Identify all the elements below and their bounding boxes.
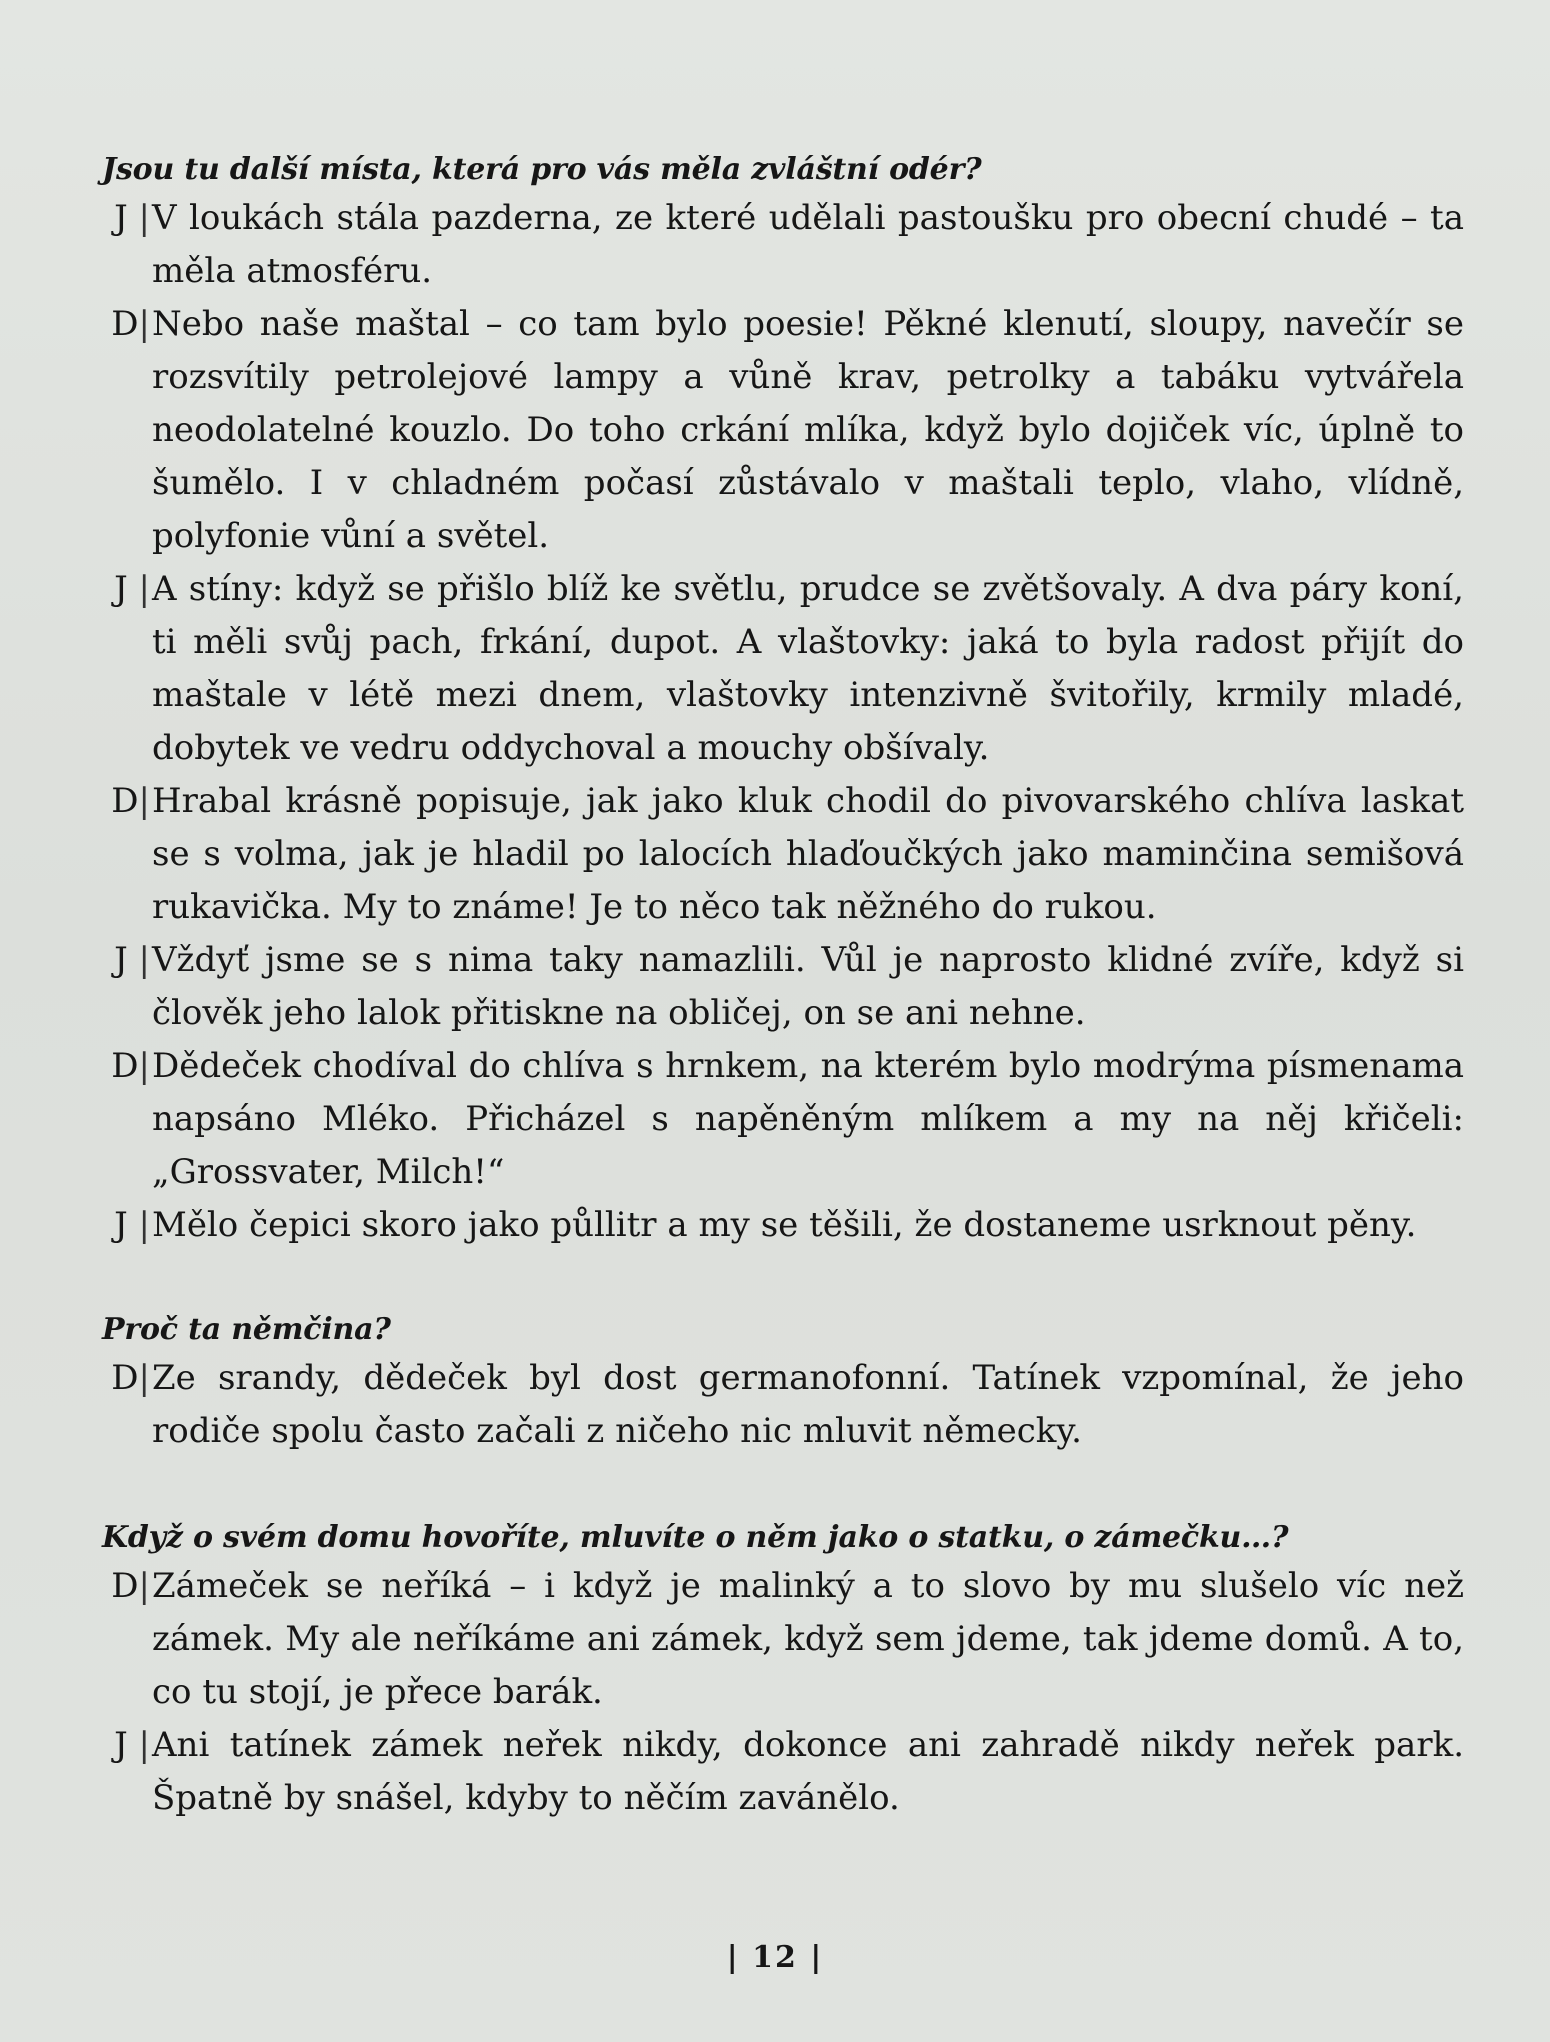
dialogue-entry [90, 298, 1470, 563]
speaker-label: J | [114, 940, 150, 980]
dialogue-entry [90, 1719, 1470, 1825]
speaker-label: J | [114, 198, 150, 238]
dialogue-text: Vždyť jsme se s nima taky namazlili. Vůl je naprosto klidné zvíře, když si člověk jeho lalok přitiskne na obličej, on se ani nehne. [152, 940, 1464, 1033]
dialogue-text: Ze srandy, dědeček byl dost germanofonní. Tatínek vzpomínal, že jeho rodiče spolu často začali z ničeho nic mluvit německy. [152, 1358, 1464, 1451]
dialogue-text: Hrabal krásně popisuje, jak jako kluk chodil do pivovarského chlíva laskat se s volma, jak je hladil po lalocích hlaďoučkých jako maminčina semišová rukavička. My to známe! Je to něco tak něžného do rukou. [152, 781, 1464, 927]
speaker-label: D| [111, 304, 150, 344]
speaker-label: D| [111, 1358, 150, 1398]
section-german [90, 1310, 1470, 1458]
section-house [90, 1518, 1470, 1825]
dialogue-text: Zámeček se neříká – i když je malinký a to slovo by mu slušelo víc než zámek. My ale neříkáme ani zámek, když sem jdeme, tak jdeme domů. A to, co tu stojí, je přece barák. [152, 1566, 1464, 1712]
dialogue-text: Dědeček chodíval do chlíva s hrnkem, na kterém bylo modrýma písmenama napsáno Mléko. Přicházel s napěněným mlíkem a my na něj křičeli: „Grossvater, Milch!“ [152, 1046, 1464, 1192]
question-heading: Když o svém domu hovoříte, mluvíte o něm jako o statku, o zámečku…? [102, 1520, 1289, 1555]
dialogue-entry [90, 934, 1470, 1040]
speaker-label: D| [111, 1566, 150, 1606]
dialogue-entry [90, 775, 1470, 934]
dialogue-entry [90, 1040, 1470, 1199]
dialogue-entry [90, 563, 1470, 775]
question-heading: Proč ta němčina? [102, 1312, 391, 1347]
dialogue-entry [90, 1352, 1470, 1458]
dialogue-entry [90, 1560, 1470, 1719]
speaker-label: D| [111, 1046, 150, 1086]
section-odor [90, 150, 1470, 1252]
speaker-label: J | [114, 1725, 150, 1765]
dialogue-text: V loukách stála pazderna, ze které udělali pastoušku pro obecní chudé – ta měla atmosféru. [152, 198, 1464, 291]
speaker-label: D| [111, 781, 150, 821]
dialogue-text: Ani tatínek zámek neřek nikdy, dokonce ani zahradě nikdy neřek park. Špatně by snášel, kdyby to něčím zavánělo. [152, 1725, 1464, 1818]
dialogue-entry [90, 192, 1470, 298]
dialogue-text: A stíny: když se přišlo blíž ke světlu, prudce se zvětšovaly. A dva páry koní, ti měli svůj pach, frkání, dupot. A vlaštovky: jaká to byla radost přijít do maštale v létě mezi dnem, vlaštovky intenzivně švitořily, krmily mladé, dobytek ve vedru oddychoval a mouchy obšívaly. [152, 569, 1464, 768]
question-heading: Jsou tu další místa, která pro vás měla zvláštní odér? [102, 152, 982, 187]
speaker-label: J | [114, 569, 150, 609]
dialogue-entry [90, 1199, 1470, 1252]
dialogue-text: Mělo čepici skoro jako půllitr a my se těšili, že dostaneme usrknout pěny. [152, 1205, 1417, 1245]
page-number: | 12 | [726, 1940, 824, 1975]
dialogue-text: Nebo naše maštal – co tam bylo poesie! Pěkné klenutí, sloupy, navečír se rozsvítily petrolejové lampy a vůně krav, petrolky a tabáku vytvářela neodolatelné kouzlo. Do toho crkání mlíka, když bylo dojiček víc, úplně to šumělo. I v chladném počasí zůstávalo v maštali teplo, vlaho, vlídně, polyfonie vůní a světel. [152, 304, 1464, 556]
speaker-label: J | [114, 1205, 150, 1245]
